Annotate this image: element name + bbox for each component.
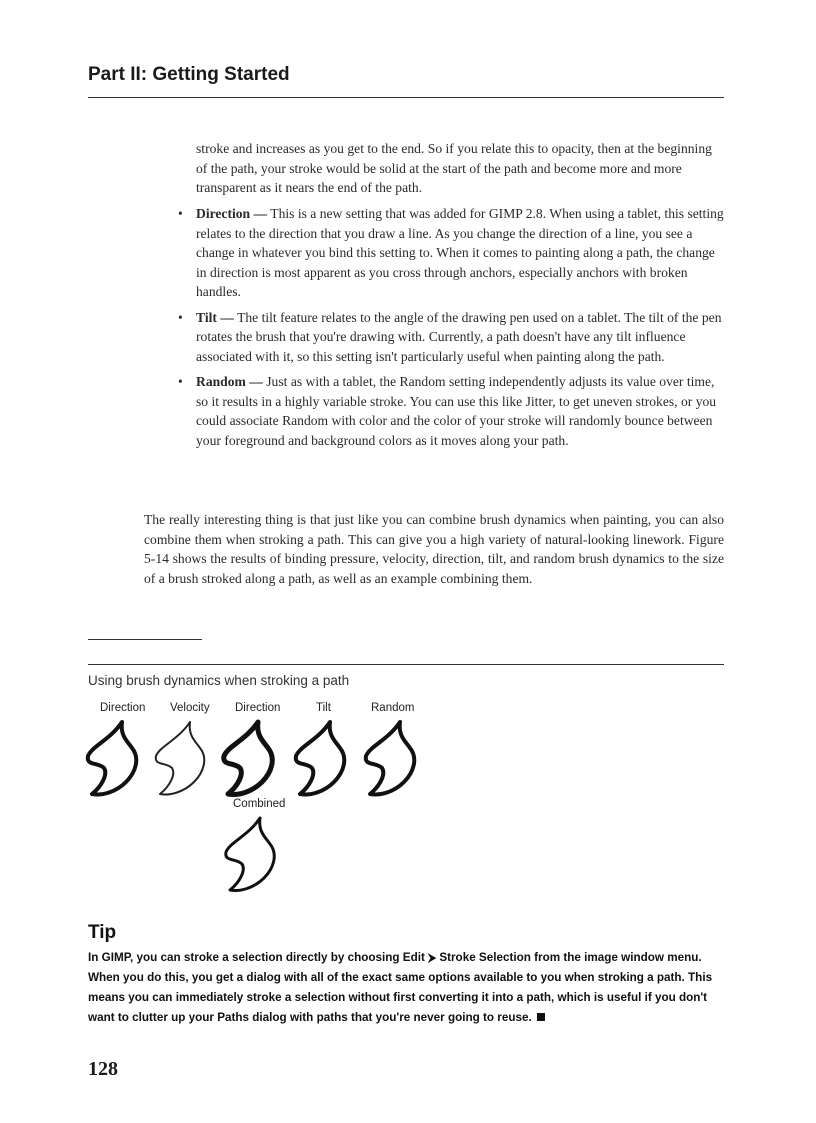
tip-text bbox=[88, 948, 728, 1028]
tip-text-after: Stroke Selection from the image window menu. When you do this, you get a dialog with all of the exact same options available to you when stroking a path. This means you can immediately stroke a selection without first converting it into a path, which is useful if you don't want to clutter up your Paths dialog with paths that you're never going to reuse. bbox=[88, 951, 713, 1024]
brush-stroke-tilt bbox=[296, 722, 344, 795]
bullet-icon: • bbox=[178, 374, 183, 389]
brush-stroke-random bbox=[366, 722, 414, 795]
tip-title: Tip bbox=[88, 922, 117, 943]
end-mark-icon bbox=[537, 1013, 545, 1021]
bullet-text: This is a new setting that was added for GIMP 2.8. When using a tablet, this setting relates to the direction that you draw a line. As you change the direction of a line, you see a change in whatever you bind this setting to. When it comes to painting along a path, the change in direction is most apparent as you cross through anchors, especially anchors with broken handles. bbox=[196, 206, 724, 299]
bullet-icon: • bbox=[178, 309, 183, 325]
running-header: Part II: Getting Started bbox=[88, 64, 290, 85]
figure-label-random: Random bbox=[371, 702, 415, 714]
figure-label-velocity: Velocity bbox=[170, 702, 210, 714]
tip-text-before: In GIMP, you can stroke a selection directly by choosing Edit bbox=[88, 951, 425, 964]
bullet-term: Tilt — bbox=[196, 309, 234, 325]
bullet-term: Direction — bbox=[196, 206, 268, 221]
bullet-text: The tilt feature relates to the angle of the drawing pen used on a tablet. The tilt of the pen rotates the brush that you're drawing with. Currently, a path doesn't have any tilt influence associated with it, so this setting isn't particularly useful when painting along the path. bbox=[196, 309, 722, 364]
menu-arrow-icon: ⮞ bbox=[428, 951, 437, 964]
brush-stroke-velocity bbox=[156, 722, 204, 795]
figure-label-direction-2: Direction bbox=[235, 702, 281, 714]
continuation-text: stroke and increases as you get to the end. So if you relate this to opacity, then at the beginning of the path, your stroke would be solid at the start of the path and become more and more transparent as it nears the end of the path. bbox=[196, 141, 712, 195]
bullet-text: Just as with a tablet, the Random setting independently adjusts its value over time, so it results in a highly variable stroke. You can use this like Jitter, to get uneven strokes, or you could associate Random with color and the color of your stroke will randomly bounce between your foreground and background colors as it moves along your path. bbox=[196, 374, 717, 448]
bullet-term: Random — bbox=[196, 374, 263, 389]
figure-label-combined: Combined bbox=[233, 798, 286, 810]
brush-stroke-combined bbox=[226, 818, 274, 891]
brush-stroke-direction bbox=[88, 722, 136, 795]
body-paragraph: The really interesting thing is that just like you can combine brush dynamics when painting, you can also combine them when stroking a path. This can give you a high variety of natural-looking linework. Figure 5-14 shows the results of binding pressure, velocity, direction, tilt, and random brush dynamics to the size of a brush stroked along a path, as well as an example combining them. bbox=[144, 512, 724, 586]
figure-caption: Using brush dynamics when stroking a path bbox=[88, 673, 350, 688]
bullet-icon: • bbox=[178, 206, 183, 221]
figure-label-direction: Direction bbox=[100, 702, 146, 714]
page-number: 128 bbox=[88, 1058, 118, 1080]
brush-stroke-direction-2 bbox=[224, 722, 272, 795]
figure-label-tilt: Tilt bbox=[316, 702, 331, 714]
